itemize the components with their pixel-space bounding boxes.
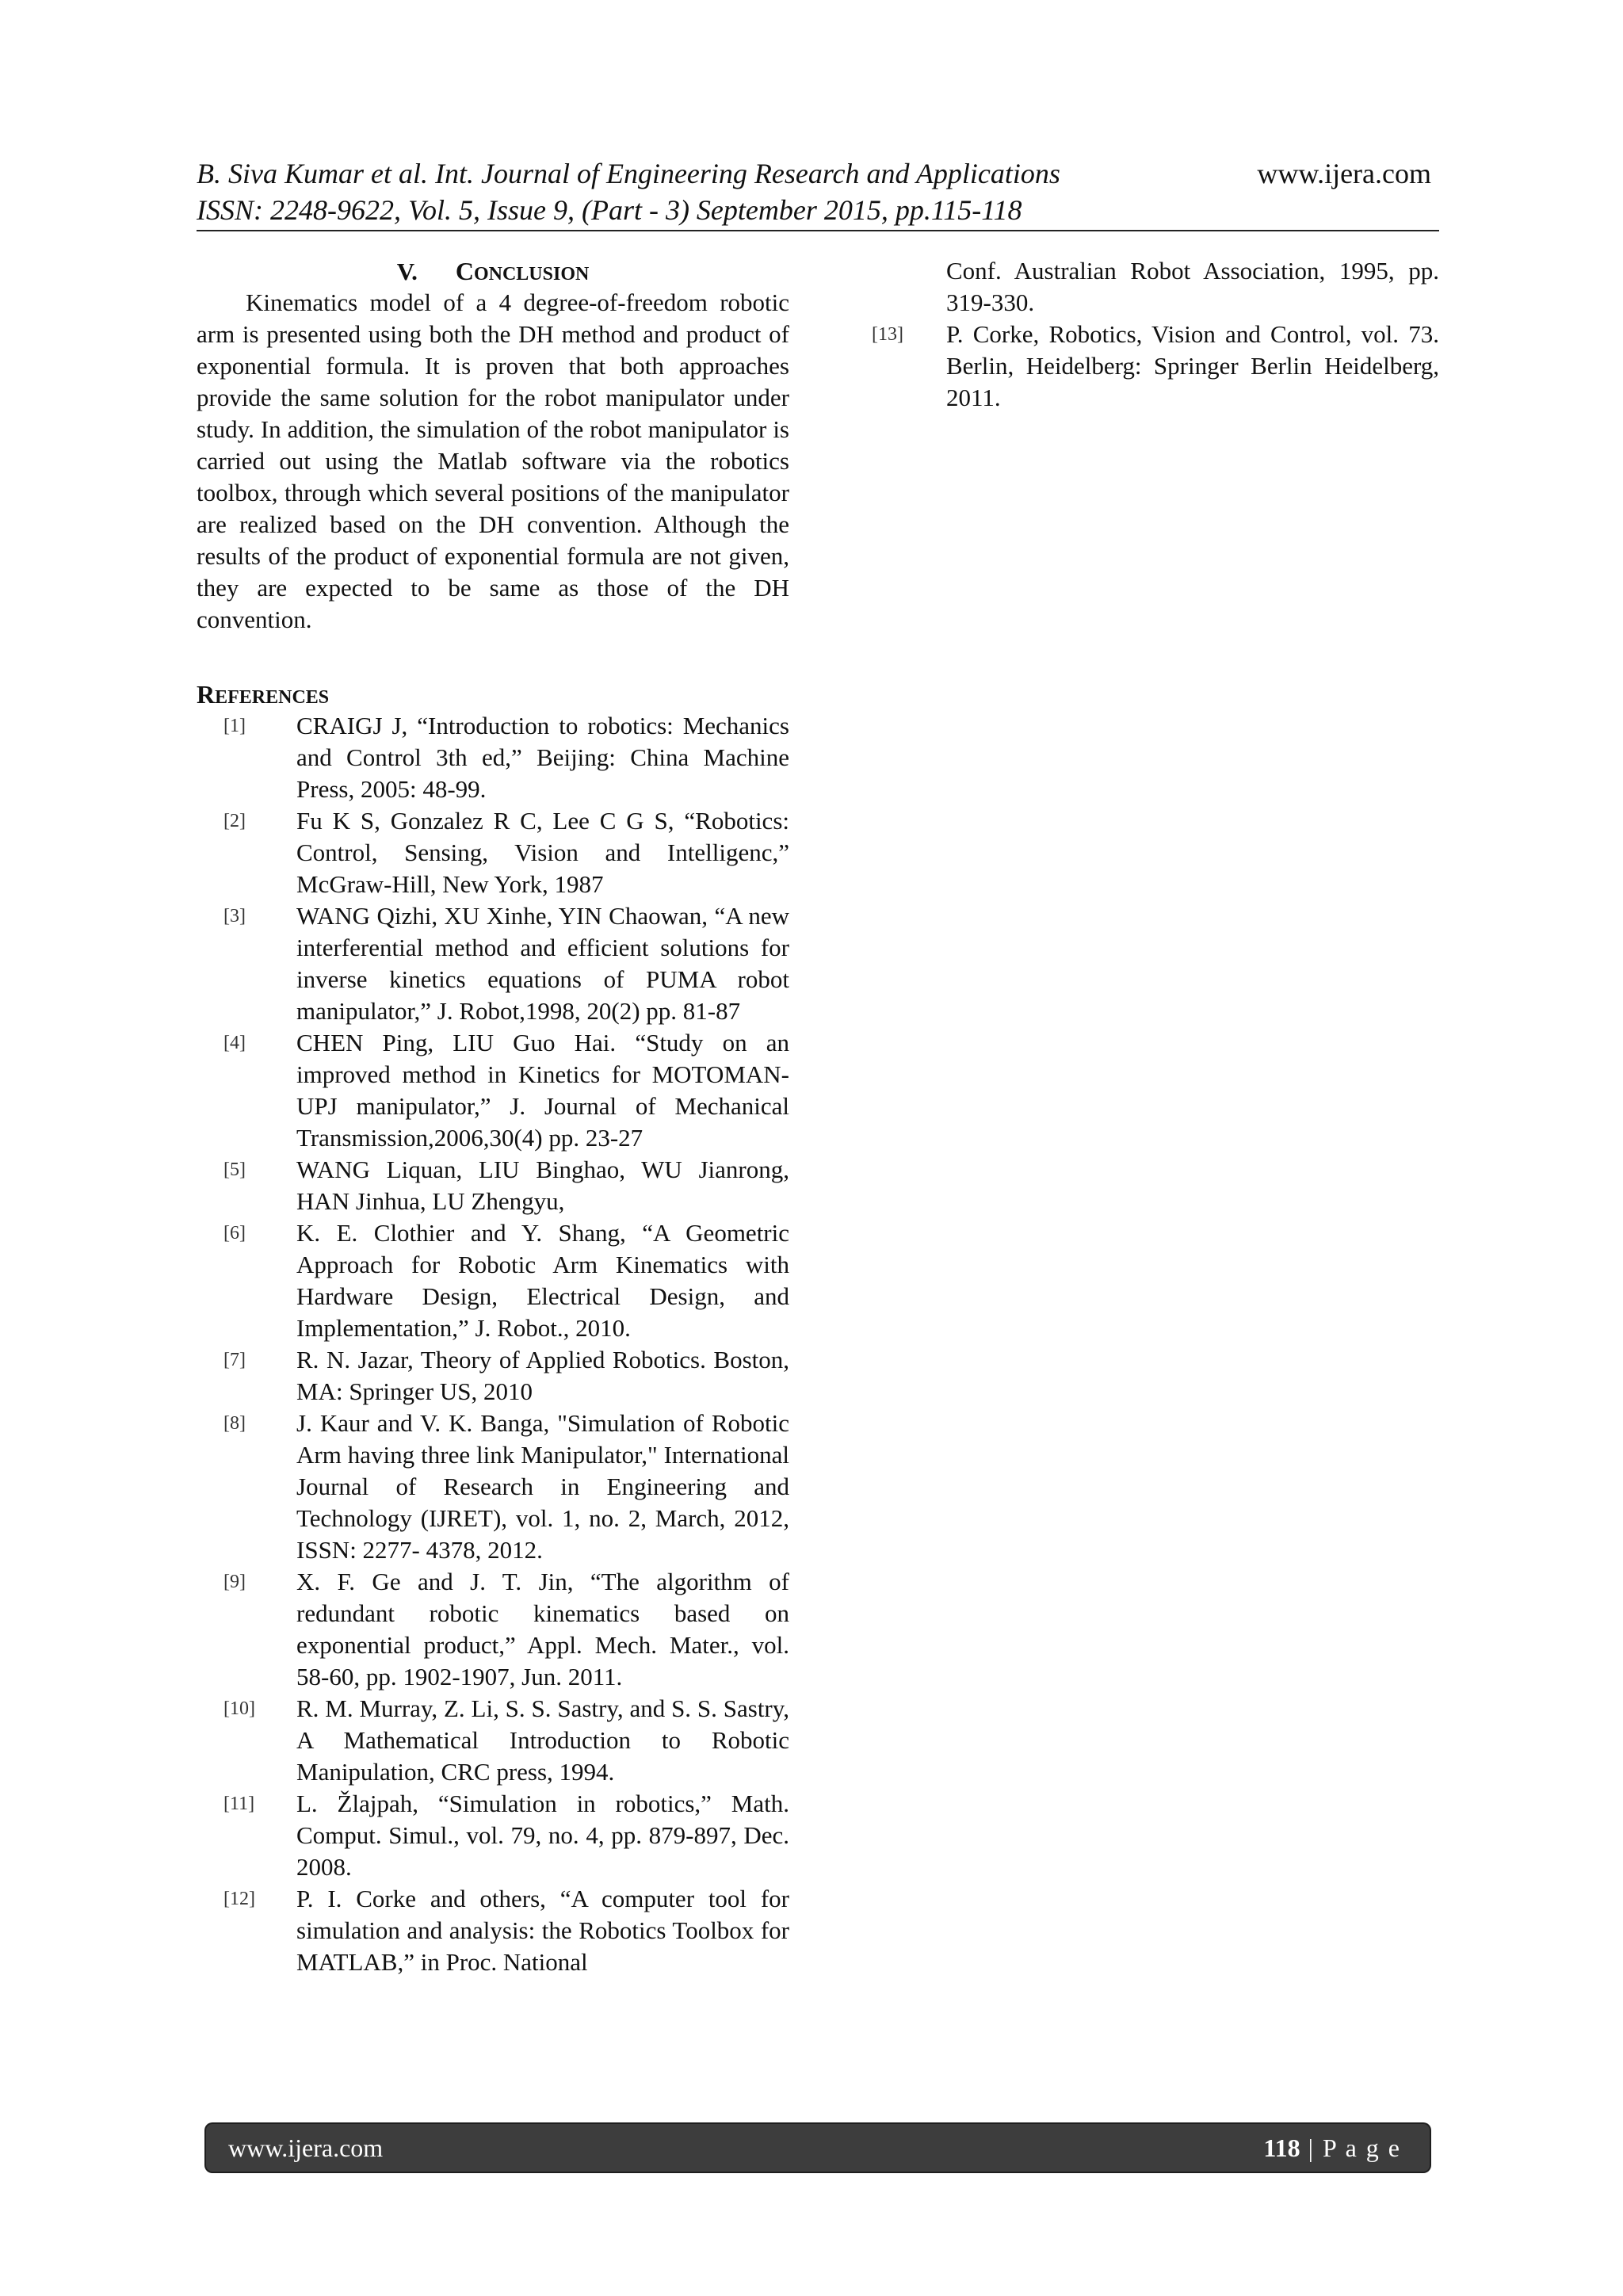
reference-text: CRAIGJ J, “Introduction to robotics: Mechanics and Control 3th ed,” Beijing: China Machine Press, 2005: 48-99. [296, 712, 789, 803]
reference-number: [12] [223, 1889, 255, 1909]
reference-item-11 [197, 1788, 789, 1883]
header-url[interactable]: www.ijera.com [1257, 158, 1431, 189]
reference-text: WANG Qizhi, XU Xinhe, YIN Chaowan, “A new interferential method and efficient solutions for inverse kinetics equations of PUMA robot manipulator,” J. Robot,1998, 20(2) pp. 81-87 [296, 902, 789, 1025]
page-indicator [1263, 2124, 1401, 2172]
header-line-1 [197, 155, 1439, 192]
reference-number: [8] [223, 1413, 246, 1434]
reference-item-5 [197, 1154, 789, 1217]
reference-item-12 [197, 1883, 789, 1978]
reference-item-1 [197, 710, 789, 805]
reference-item-13 [869, 319, 1439, 414]
reference-text: L. Žlajpah, “Simulation in robotics,” Math. Comput. Simul., vol. 79, no. 4, pp. 879-897, Dec. 2008. [296, 1790, 789, 1881]
reference-number: [11] [223, 1794, 255, 1814]
reference-item-9 [197, 1566, 789, 1693]
reference-text: WANG Liquan, LIU Binghao, WU Jianrong, HAN Jinhua, LU Zhengyu, [296, 1156, 789, 1215]
reference-text: X. F. Ge and J. T. Jin, “The algorithm of redundant robotic kinematics based on exponential product,” Appl. Mech. Mater., vol. 58-60, pp. 1902-1907, Jun. 2011. [296, 1568, 789, 1690]
reference-text: R. M. Murray, Z. Li, S. S. Sastry, and S. S. Sastry, A Mathematical Introduction to Robotic Manipulation, CRC press, 1994. [296, 1694, 789, 1786]
header-divider [197, 230, 1439, 231]
reference-text: P. I. Corke and others, “A computer tool for simulation and analysis: the Robotics Toolbox for MATLAB,” in Proc. National [296, 1885, 789, 1976]
reference-number: [13] [872, 324, 903, 345]
reference-text: R. N. Jazar, Theory of Applied Robotics. Boston, MA: Springer US, 2010 [296, 1346, 789, 1405]
reference-12-continuation: Conf. Australian Robot Association, 1995, pp. 319-330. [946, 257, 1439, 316]
right-column [869, 255, 1439, 414]
reference-item-3 [197, 900, 789, 1027]
reference-text: P. Corke, Robotics, Vision and Control, vol. 73. Berlin, Heidelberg: Springer Berlin Heidelberg, 2011. [946, 320, 1439, 411]
reference-item-2 [197, 805, 789, 900]
reference-item-7 [197, 1344, 789, 1408]
section-number: V. [396, 258, 418, 285]
conclusion-paragraph: Kinematics model of a 4 degree-of-freedom robotic arm is presented using both the DH method and product of exponential formula. It is proven that both approaches provide the same solution for the robot manipulator under study. In addition, the simulation of the robot manipulator is carried out using the Matlab software via the robotics toolbox, through which several positions of the manipulator are realized based on the DH convention. Although the results of the product of exponential formula are not given, they are expected to be same as those of the DH convention. [197, 288, 789, 633]
conclusion-heading: V. CONCLUSION [396, 257, 590, 285]
reference-item-4 [197, 1027, 789, 1154]
left-column [197, 255, 789, 1978]
reference-number: [7] [223, 1350, 246, 1370]
reference-number: [10] [223, 1698, 255, 1719]
issn-line: ISSN: 2248-9622, Vol. 5, Issue 9, (Part - 3) September 2015, pp.115-118 [197, 194, 1022, 226]
page-number: 118 [1263, 2134, 1300, 2162]
page-footer [206, 2124, 1430, 2172]
page-header [197, 155, 1439, 228]
reference-text: Fu K S, Gonzalez R C, Lee C G S, “Robotics: Control, Sensing, Vision and Intelligenc,” McGraw-Hill, New York, 1987 [296, 807, 789, 898]
reference-number: [6] [223, 1223, 246, 1244]
page-label: | P a g e [1308, 2134, 1401, 2162]
journal-citation: B. Siva Kumar et al. Int. Journal of Engineering Research and Applications [197, 158, 1060, 189]
reference-item-10 [197, 1693, 789, 1788]
reference-list [197, 710, 789, 1978]
references-heading: REFERENCES [197, 680, 330, 709]
reference-item-8 [197, 1408, 789, 1566]
reference-number: [4] [223, 1033, 246, 1053]
reference-text: K. E. Clothier and Y. Shang, “A Geometric Approach for Robotic Arm Kinematics with Hardware Design, Electrical Design, and Implementation,” J. Robot., 2010. [296, 1219, 789, 1342]
reference-item-6 [197, 1217, 789, 1344]
reference-number: [2] [223, 811, 246, 831]
reference-text: CHEN Ping, LIU Guo Hai. “Study on an improved method in Kinetics for MOTOMAN-UPJ manipulator,” J. Journal of Mechanical Transmission,2006,30(4) pp. 23-27 [296, 1029, 789, 1152]
reference-number: [3] [223, 906, 246, 926]
reference-number: [9] [223, 1572, 246, 1592]
reference-number: [1] [223, 716, 246, 736]
footer-url[interactable]: www.ijera.com [228, 2134, 384, 2162]
reference-number: [5] [223, 1159, 246, 1180]
reference-text: J. Kaur and V. K. Banga, "Simulation of Robotic Arm having three link Manipulator," International Journal of Research in Engineering and Technology (IJRET), vol. 1, no. 2, March, 2012, ISSN: 2277- 4378, 2012. [296, 1409, 789, 1564]
